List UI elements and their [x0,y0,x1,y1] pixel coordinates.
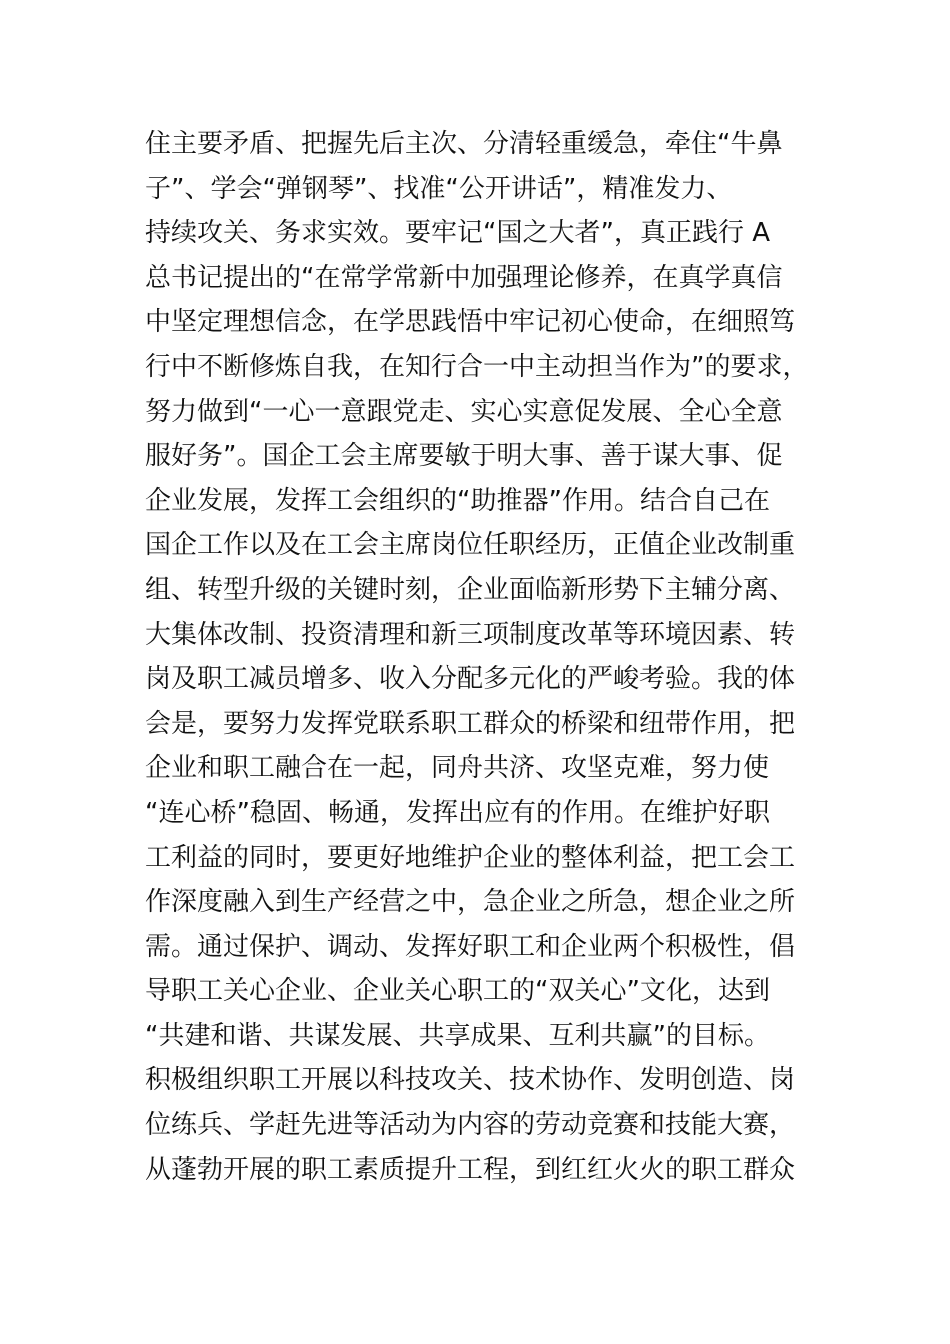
text-line: 大集体改制、投资清理和新三项制度改革等环境因素、转 [145,619,796,650]
text-line: 企业发展，发挥工会组织的“助推器”作用。结合自己在 [145,485,770,516]
text-line: 总书记提出的“在常学常新中加强理论修养，在真学真信 [145,262,783,293]
text-line: 工利益的同时，要更好地维护企业的整体利益，把工会工 [145,842,796,873]
text-line: 中坚定理想信念，在学思践悟中牢记初心使命，在细照笃 [145,307,796,338]
text-line: 行中不断修炼自我，在知行合一中主动担当作为”的要求， [145,351,809,382]
text-line: 从蓬勃开展的职工素质提升工程，到红红火火的职工群众 [145,1154,796,1185]
text-line: 努力做到“一心一意跟党走、实心实意促发展、全心全意 [145,396,783,427]
body-paragraph [145,122,825,1192]
text-line: 子”、学会“弹钢琴”、找准“公开讲话”，精准发力、 [145,173,733,204]
text-line: 作深度融入到生产经营之中，急企业之所急，想企业之所 [145,887,796,918]
text-line: 会是，要努力发挥党联系职工群众的桥梁和纽带作用，把 [145,708,796,739]
text-line: 导职工关心企业、企业关心职工的“双关心”文化，达到 [145,976,770,1007]
text-line: 岗及职工减员增多、收入分配多元化的严峻考验。我的体 [145,664,796,695]
text-line: 组、转型升级的关键时刻，企业面临新形势下主辅分离、 [145,574,796,605]
text-line: 住主要矛盾、把握先后主次、分清轻重缓急，牵住“牛鼻 [145,129,783,159]
text-line: 位练兵、学赶先进等活动为内容的劳动竞赛和技能大赛， [145,1110,796,1141]
text-line: 服好务”。国企工会主席要敏于明大事、善于谋大事、促 [145,441,783,472]
text-line: “连心桥”稳固、畅通，发挥出应有的作用。在维护好职 [145,797,770,828]
text-line: 持续攻关、务求实效。要牢记“国之大者”，真正践行 A [145,218,770,249]
text-line: 国企工作以及在工会主席岗位任职经历，正值企业改制重 [145,530,796,561]
text-line: “共建和谐、共谋发展、共享成果、互利共赢”的目标。 [145,1020,770,1051]
text-line: 积极组织职工开展以科技攻关、技术协作、发明创造、岗 [145,1065,796,1096]
text-line: 企业和职工融合在一起，同舟共济、攻坚克难，努力使 [145,753,770,784]
text-line: 需。通过保护、调动、发挥好职工和企业两个积极性，倡 [145,931,796,962]
